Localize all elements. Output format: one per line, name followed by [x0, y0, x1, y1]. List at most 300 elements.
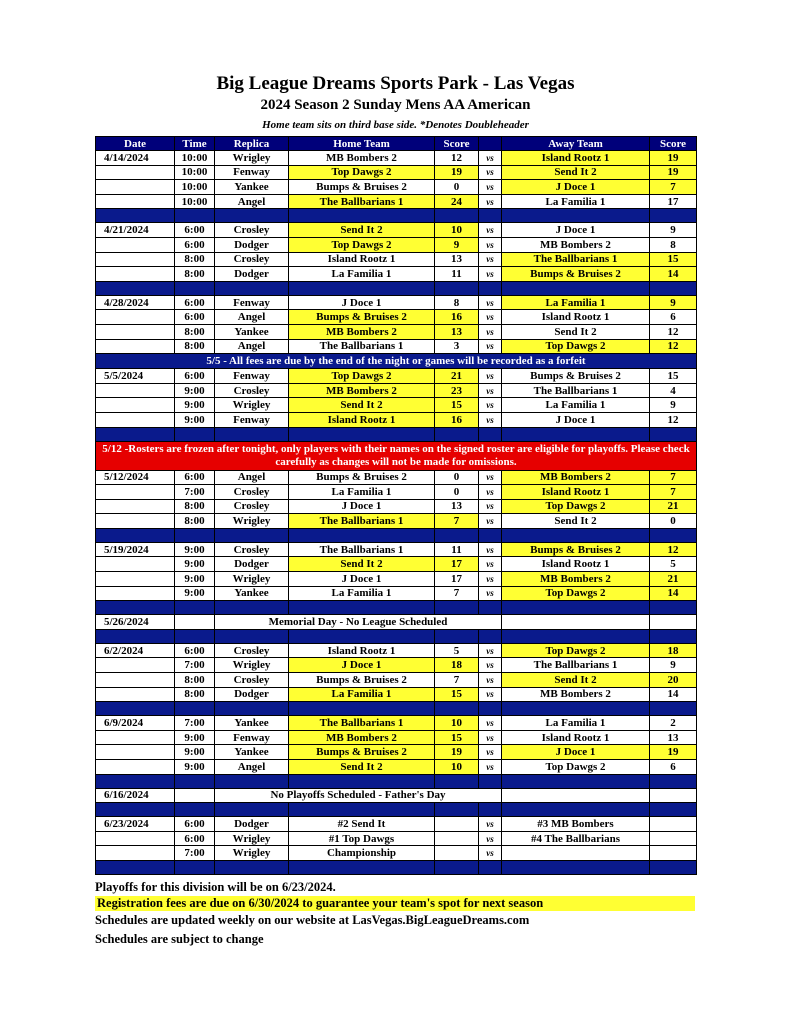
home-score: 0 — [435, 470, 479, 485]
game-date — [96, 324, 175, 339]
schedule-body — [96, 151, 697, 875]
home-score: 16 — [435, 412, 479, 427]
table-row — [96, 398, 697, 413]
separator-cell — [502, 860, 650, 874]
game-time: 8:00 — [175, 687, 215, 702]
game-date: 4/14/2024 — [96, 151, 175, 166]
vs-label: vs — [479, 586, 502, 601]
game-date — [96, 412, 175, 427]
home-score: 17 — [435, 572, 479, 587]
home-team: The Ballbarians 1 — [289, 194, 435, 209]
away-team: Top Dawgs 2 — [502, 586, 650, 601]
vs-label: vs — [479, 817, 502, 832]
footer-playoffs-note: Playoffs for this division will be on 6/23/2024. — [95, 880, 336, 894]
footer-website-note: Schedules are updated weekly on our website at LasVegas.BigLeagueDreams.com — [95, 913, 530, 927]
separator-cell — [502, 803, 650, 817]
page-subtitle: 2024 Season 2 Sunday Mens AA American — [260, 97, 531, 113]
vs-label: vs — [479, 643, 502, 658]
week-separator — [96, 860, 697, 874]
away-score: 12 — [650, 339, 697, 354]
home-score: 10 — [435, 223, 479, 238]
separator-cell — [650, 427, 697, 441]
away-team: Bumps & Bruises 2 — [502, 542, 650, 557]
empty-cell — [175, 788, 215, 803]
away-team: #3 MB Bombers — [502, 817, 650, 832]
empty-cell — [650, 615, 697, 630]
home-score: 19 — [435, 165, 479, 180]
vs-label: vs — [479, 745, 502, 760]
separator-cell — [650, 803, 697, 817]
game-date — [96, 165, 175, 180]
separator-cell — [289, 427, 435, 441]
week-separator — [96, 427, 697, 441]
away-score: 14 — [650, 586, 697, 601]
away-team: Bumps & Bruises 2 — [502, 267, 650, 282]
separator-cell — [479, 803, 502, 817]
game-field: Crosley — [215, 499, 289, 514]
home-team: #2 Send It — [289, 817, 435, 832]
game-time: 9:00 — [175, 730, 215, 745]
away-team: MB Bombers 2 — [502, 687, 650, 702]
game-time: 6:00 — [175, 223, 215, 238]
home-score: 5 — [435, 643, 479, 658]
home-team: Send It 2 — [289, 223, 435, 238]
away-team: Island Rootz 1 — [502, 557, 650, 572]
game-date: 4/21/2024 — [96, 223, 175, 238]
no-games-note: No Playoffs Scheduled - Father's Day — [215, 788, 502, 803]
game-field: Dodger — [215, 557, 289, 572]
separator-cell — [502, 629, 650, 643]
home-score: 17 — [435, 557, 479, 572]
vs-label: vs — [479, 252, 502, 267]
home-score: 7 — [435, 586, 479, 601]
table-row — [96, 383, 697, 398]
separator-cell — [650, 281, 697, 295]
game-time: 8:00 — [175, 673, 215, 688]
away-score: 7 — [650, 180, 697, 195]
table-row — [96, 730, 697, 745]
vs-label: vs — [479, 194, 502, 209]
away-score: 6 — [650, 760, 697, 775]
away-score: 5 — [650, 557, 697, 572]
home-team: MB Bombers 2 — [289, 324, 435, 339]
home-score — [435, 846, 479, 861]
separator-cell — [289, 528, 435, 542]
week-separator — [96, 209, 697, 223]
home-team: Island Rootz 1 — [289, 252, 435, 267]
separator-cell — [435, 803, 479, 817]
game-date — [96, 586, 175, 601]
vs-label: vs — [479, 310, 502, 325]
vs-label: vs — [479, 383, 502, 398]
away-score: 19 — [650, 165, 697, 180]
away-score: 14 — [650, 687, 697, 702]
table-row — [96, 412, 697, 427]
game-field: Dodger — [215, 237, 289, 252]
separator-cell — [175, 601, 215, 615]
game-date: 6/9/2024 — [96, 716, 175, 731]
game-date — [96, 745, 175, 760]
separator-cell — [96, 601, 175, 615]
home-team: The Ballbarians 1 — [289, 716, 435, 731]
away-team: The Ballbarians 1 — [502, 658, 650, 673]
home-team: #1 Top Dawgs — [289, 831, 435, 846]
table-header-row — [96, 137, 697, 151]
separator-cell — [502, 702, 650, 716]
header-date: Date — [96, 137, 175, 151]
game-field: Wrigley — [215, 151, 289, 166]
separator-cell — [215, 281, 289, 295]
game-date — [96, 383, 175, 398]
separator-cell — [479, 427, 502, 441]
separator-cell — [289, 702, 435, 716]
vs-label: vs — [479, 369, 502, 384]
home-team: The Ballbarians 1 — [289, 339, 435, 354]
week-separator — [96, 601, 697, 615]
separator-cell — [96, 803, 175, 817]
game-time: 7:00 — [175, 846, 215, 861]
empty-cell — [502, 788, 650, 803]
separator-cell — [96, 281, 175, 295]
table-row — [96, 745, 697, 760]
vs-label: vs — [479, 846, 502, 861]
separator-cell — [479, 860, 502, 874]
away-team: La Familia 1 — [502, 398, 650, 413]
away-score: 21 — [650, 572, 697, 587]
separator-cell — [175, 702, 215, 716]
game-time: 8:00 — [175, 267, 215, 282]
separator-cell — [96, 427, 175, 441]
separator-cell — [215, 803, 289, 817]
vs-label: vs — [479, 557, 502, 572]
vs-label: vs — [479, 485, 502, 500]
home-team: Send It 2 — [289, 557, 435, 572]
game-field: Crosley — [215, 485, 289, 500]
table-row — [96, 485, 697, 500]
game-time: 6:00 — [175, 369, 215, 384]
game-time: 6:00 — [175, 831, 215, 846]
away-score: 19 — [650, 745, 697, 760]
empty-cell — [175, 615, 215, 630]
game-time: 9:00 — [175, 745, 215, 760]
separator-cell — [435, 860, 479, 874]
separator-cell — [650, 860, 697, 874]
away-team: Top Dawgs 2 — [502, 499, 650, 514]
home-team: Send It 2 — [289, 398, 435, 413]
vs-label: vs — [479, 267, 502, 282]
separator-cell — [502, 281, 650, 295]
home-score: 10 — [435, 760, 479, 775]
separator-cell — [289, 209, 435, 223]
header-away-score: Score — [650, 137, 697, 151]
week-separator — [96, 803, 697, 817]
separator-cell — [96, 774, 175, 788]
game-date — [96, 658, 175, 673]
header-vs — [479, 137, 502, 151]
week-separator — [96, 629, 697, 643]
away-team: The Ballbarians 1 — [502, 252, 650, 267]
separator-cell — [502, 427, 650, 441]
game-field: Angel — [215, 470, 289, 485]
game-field: Yankee — [215, 180, 289, 195]
table-row — [96, 369, 697, 384]
separator-cell — [479, 209, 502, 223]
home-team: J Doce 1 — [289, 295, 435, 310]
away-team: The Ballbarians 1 — [502, 383, 650, 398]
vs-label: vs — [479, 499, 502, 514]
game-field: Fenway — [215, 412, 289, 427]
vs-label: vs — [479, 339, 502, 354]
game-time: 10:00 — [175, 180, 215, 195]
game-time: 6:00 — [175, 643, 215, 658]
game-field: Angel — [215, 310, 289, 325]
separator-cell — [650, 629, 697, 643]
table-row — [96, 643, 697, 658]
away-score: 9 — [650, 658, 697, 673]
separator-cell — [435, 601, 479, 615]
away-team: Send It 2 — [502, 514, 650, 529]
game-field: Fenway — [215, 730, 289, 745]
vs-label: vs — [479, 730, 502, 745]
away-team: MB Bombers 2 — [502, 572, 650, 587]
away-team: Island Rootz 1 — [502, 485, 650, 500]
separator-cell — [175, 629, 215, 643]
table-row — [96, 817, 697, 832]
vs-label: vs — [479, 237, 502, 252]
home-team: Bumps & Bruises 2 — [289, 310, 435, 325]
game-date — [96, 180, 175, 195]
separator-cell — [435, 427, 479, 441]
table-row — [96, 180, 697, 195]
home-score: 13 — [435, 324, 479, 339]
away-team: MB Bombers 2 — [502, 237, 650, 252]
game-date: 5/12/2024 — [96, 470, 175, 485]
game-time: 6:00 — [175, 470, 215, 485]
game-date — [96, 485, 175, 500]
game-field: Dodger — [215, 267, 289, 282]
game-date — [96, 557, 175, 572]
home-team: The Ballbarians 1 — [289, 542, 435, 557]
home-team: Top Dawgs 2 — [289, 165, 435, 180]
game-date — [96, 398, 175, 413]
separator-cell — [502, 528, 650, 542]
separator-cell — [479, 774, 502, 788]
home-team: Bumps & Bruises 2 — [289, 180, 435, 195]
away-score: 12 — [650, 542, 697, 557]
table-row — [96, 339, 697, 354]
game-date: 6/2/2024 — [96, 643, 175, 658]
game-field: Wrigley — [215, 398, 289, 413]
footer-registration-note: Registration fees are due on 6/30/2024 to guarantee your team's spot for next season — [95, 896, 695, 911]
game-date — [96, 252, 175, 267]
home-score: 3 — [435, 339, 479, 354]
separator-cell — [502, 209, 650, 223]
home-score: 23 — [435, 383, 479, 398]
away-score: 9 — [650, 295, 697, 310]
home-score: 15 — [435, 687, 479, 702]
table-row — [96, 572, 697, 587]
home-score: 0 — [435, 485, 479, 500]
separator-cell — [502, 774, 650, 788]
game-date: 6/16/2024 — [96, 788, 175, 803]
table-row — [96, 716, 697, 731]
game-time: 10:00 — [175, 194, 215, 209]
home-score: 11 — [435, 267, 479, 282]
away-team — [502, 846, 650, 861]
game-date: 5/5/2024 — [96, 369, 175, 384]
separator-cell — [215, 774, 289, 788]
game-field: Fenway — [215, 165, 289, 180]
game-field: Wrigley — [215, 514, 289, 529]
game-date — [96, 267, 175, 282]
home-team: MB Bombers 2 — [289, 383, 435, 398]
away-team: Send It 2 — [502, 673, 650, 688]
separator-cell — [435, 209, 479, 223]
home-score: 16 — [435, 310, 479, 325]
game-time: 9:00 — [175, 383, 215, 398]
game-time: 10:00 — [175, 151, 215, 166]
table-row — [96, 324, 697, 339]
table-row — [96, 470, 697, 485]
separator-cell — [289, 774, 435, 788]
away-score: 8 — [650, 237, 697, 252]
away-team: J Doce 1 — [502, 412, 650, 427]
home-team: Bumps & Bruises 2 — [289, 745, 435, 760]
separator-cell — [650, 774, 697, 788]
vs-label: vs — [479, 223, 502, 238]
game-field: Dodger — [215, 817, 289, 832]
vs-label: vs — [479, 412, 502, 427]
away-team: La Familia 1 — [502, 295, 650, 310]
away-team: Bumps & Bruises 2 — [502, 369, 650, 384]
home-team: MB Bombers 2 — [289, 151, 435, 166]
table-row — [96, 151, 697, 166]
schedule-table — [95, 136, 697, 875]
game-time: 7:00 — [175, 658, 215, 673]
vs-label: vs — [479, 470, 502, 485]
separator-cell — [650, 601, 697, 615]
table-row — [96, 514, 697, 529]
game-time: 10:00 — [175, 165, 215, 180]
away-team: Send It 2 — [502, 165, 650, 180]
separator-cell — [175, 860, 215, 874]
away-score: 7 — [650, 470, 697, 485]
table-row — [96, 194, 697, 209]
week-separator — [96, 528, 697, 542]
home-score: 9 — [435, 237, 479, 252]
game-date — [96, 499, 175, 514]
vs-label: vs — [479, 165, 502, 180]
table-row — [96, 673, 697, 688]
game-field: Crosley — [215, 252, 289, 267]
home-score — [435, 831, 479, 846]
away-team: La Familia 1 — [502, 194, 650, 209]
home-team: J Doce 1 — [289, 658, 435, 673]
separator-cell — [479, 702, 502, 716]
separator-cell — [435, 774, 479, 788]
separator-cell — [215, 209, 289, 223]
game-time: 8:00 — [175, 339, 215, 354]
footer-change-note: Schedules are subject to change — [95, 932, 264, 946]
vs-label: vs — [479, 324, 502, 339]
game-time: 8:00 — [175, 252, 215, 267]
table-row — [96, 237, 697, 252]
away-team: Island Rootz 1 — [502, 151, 650, 166]
away-team: La Familia 1 — [502, 716, 650, 731]
game-field: Yankee — [215, 745, 289, 760]
away-team: J Doce 1 — [502, 180, 650, 195]
home-team: Top Dawgs 2 — [289, 237, 435, 252]
doubleheader-note: Home team sits on third base side. *Denotes Doubleheader — [262, 119, 529, 131]
separator-cell — [650, 702, 697, 716]
vs-label: vs — [479, 542, 502, 557]
home-score: 0 — [435, 180, 479, 195]
week-separator — [96, 702, 697, 716]
table-row — [96, 165, 697, 180]
game-field: Wrigley — [215, 831, 289, 846]
home-team: Island Rootz 1 — [289, 412, 435, 427]
away-score: 0 — [650, 514, 697, 529]
vs-label: vs — [479, 673, 502, 688]
away-score: 15 — [650, 252, 697, 267]
vs-label: vs — [479, 514, 502, 529]
table-row — [96, 295, 697, 310]
roster-freeze-row — [96, 441, 697, 470]
away-team: Top Dawgs 2 — [502, 339, 650, 354]
game-field: Crosley — [215, 542, 289, 557]
game-time: 8:00 — [175, 514, 215, 529]
away-score: 2 — [650, 716, 697, 731]
home-team: La Familia 1 — [289, 485, 435, 500]
away-team: Top Dawgs 2 — [502, 760, 650, 775]
game-date — [96, 194, 175, 209]
away-score: 7 — [650, 485, 697, 500]
game-date — [96, 846, 175, 861]
game-time: 8:00 — [175, 499, 215, 514]
table-row — [96, 542, 697, 557]
game-field: Crosley — [215, 383, 289, 398]
home-team: Send It 2 — [289, 760, 435, 775]
away-score: 4 — [650, 383, 697, 398]
game-time: 9:00 — [175, 572, 215, 587]
separator-cell — [175, 209, 215, 223]
game-date: 5/26/2024 — [96, 615, 175, 630]
game-time: 9:00 — [175, 557, 215, 572]
separator-cell — [215, 702, 289, 716]
header-replica: Replica — [215, 137, 289, 151]
game-field: Wrigley — [215, 572, 289, 587]
away-score — [650, 831, 697, 846]
game-date — [96, 730, 175, 745]
home-team: MB Bombers 2 — [289, 730, 435, 745]
game-time: 6:00 — [175, 817, 215, 832]
game-date — [96, 760, 175, 775]
game-time: 9:00 — [175, 760, 215, 775]
away-score: 18 — [650, 643, 697, 658]
home-team: The Ballbarians 1 — [289, 514, 435, 529]
vs-label: vs — [479, 180, 502, 195]
home-score — [435, 817, 479, 832]
game-time: 6:00 — [175, 310, 215, 325]
home-score: 12 — [435, 151, 479, 166]
home-team: Bumps & Bruises 2 — [289, 470, 435, 485]
table-row — [96, 252, 697, 267]
separator-cell — [479, 629, 502, 643]
separator-cell — [175, 803, 215, 817]
separator-cell — [479, 601, 502, 615]
home-team: Top Dawgs 2 — [289, 369, 435, 384]
home-score: 10 — [435, 716, 479, 731]
